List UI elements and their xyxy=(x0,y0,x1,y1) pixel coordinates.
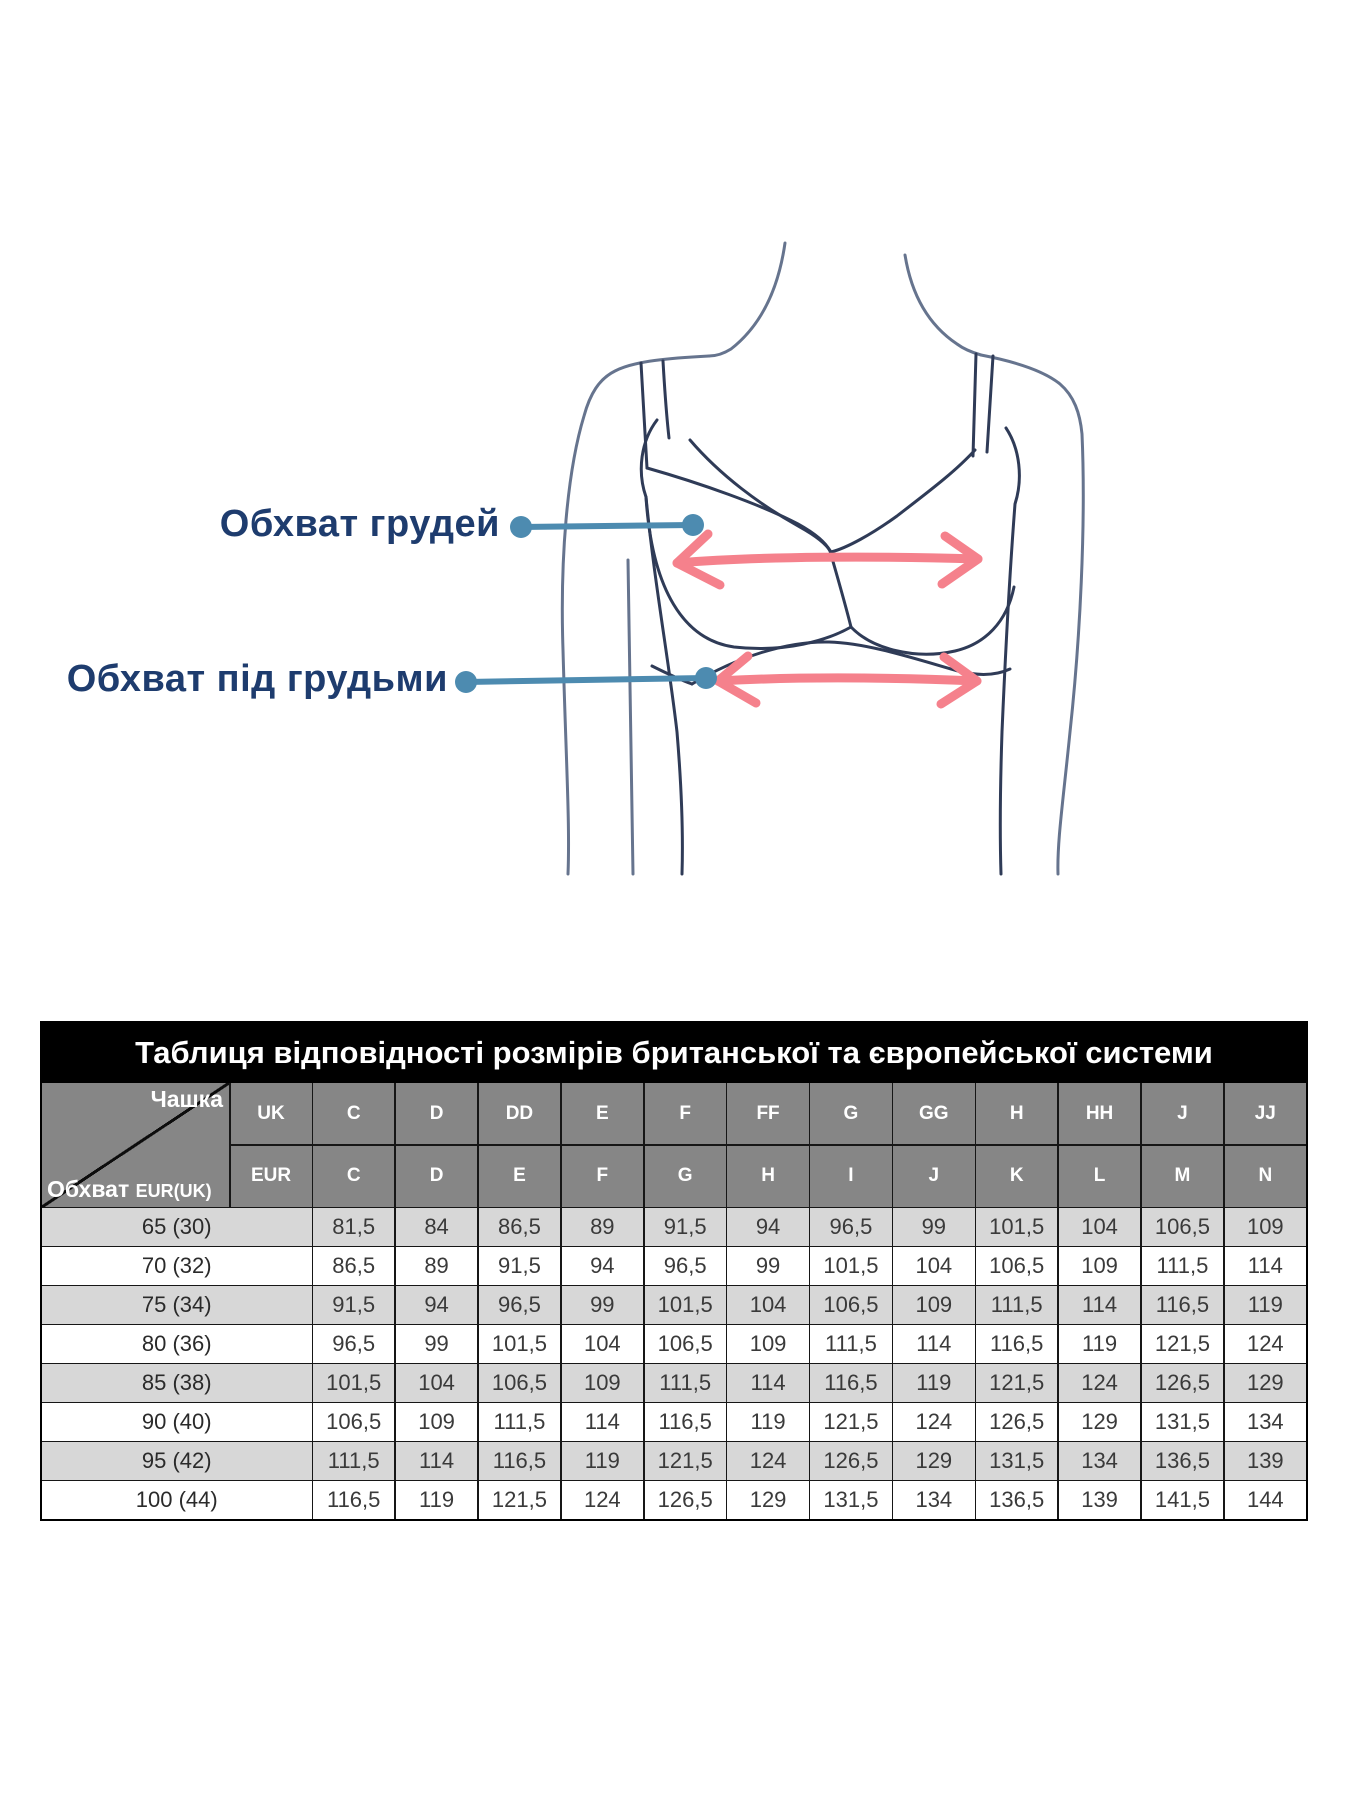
measurement-cell: 136,5 xyxy=(976,1481,1057,1519)
measurement-cell: 101,5 xyxy=(645,1286,726,1324)
measurement-cell: 121,5 xyxy=(479,1481,560,1519)
measurement-cell: 96,5 xyxy=(479,1286,560,1324)
measurement-cell: 109 xyxy=(727,1325,808,1363)
measurement-cell: 139 xyxy=(1225,1442,1306,1480)
underbust-label: Обхват під грудьми xyxy=(66,658,448,700)
table-title: Таблиця відповідності розмірів британської та європейської системи xyxy=(42,1023,1306,1083)
measurement-cell: 116,5 xyxy=(645,1403,726,1441)
measurement-cell: 109 xyxy=(1059,1247,1140,1285)
measurement-cell: 134 xyxy=(1059,1442,1140,1480)
girth-axis-label: Обхват EUR(UK) xyxy=(47,1175,212,1202)
cup-axis-label: Чашка xyxy=(150,1086,223,1112)
measurement-cell: 99 xyxy=(727,1247,808,1285)
uk-cup-size-cell: GG xyxy=(893,1083,974,1144)
measurement-cell: 101,5 xyxy=(479,1325,560,1363)
band-size-cell: 70 (32) xyxy=(42,1247,312,1285)
measurement-cell: 111,5 xyxy=(1142,1247,1223,1285)
measurement-cell: 126,5 xyxy=(976,1403,1057,1441)
band-size-cell: 95 (42) xyxy=(42,1442,312,1480)
measurement-cell: 109 xyxy=(1225,1208,1306,1246)
measurement-cell: 106,5 xyxy=(976,1247,1057,1285)
eur-cup-size-cell: D xyxy=(396,1146,477,1207)
uk-cup-size-cell: FF xyxy=(727,1083,808,1144)
measurement-cell: 106,5 xyxy=(313,1403,394,1441)
measurement-cell: 109 xyxy=(562,1364,643,1402)
measurement-cell: 99 xyxy=(893,1208,974,1246)
size-grid xyxy=(42,1083,1306,1519)
measurement-cell: 104 xyxy=(562,1325,643,1363)
eur-system-label: EUR xyxy=(231,1146,312,1207)
bust-label: Обхват грудей xyxy=(219,503,500,545)
measurement-cell: 121,5 xyxy=(810,1403,891,1441)
eur-cup-size-cell: H xyxy=(727,1146,808,1207)
measurement-cell: 104 xyxy=(727,1286,808,1324)
measurement-cell: 141,5 xyxy=(1142,1481,1223,1519)
measurement-cell: 101,5 xyxy=(313,1364,394,1402)
uk-cup-size-cell: J xyxy=(1142,1083,1223,1144)
uk-cup-size-cell: DD xyxy=(479,1083,560,1144)
band-size-cell: 90 (40) xyxy=(42,1403,312,1441)
measurement-cell: 121,5 xyxy=(1142,1325,1223,1363)
measurement-cell: 131,5 xyxy=(1142,1403,1223,1441)
measurement-cell: 111,5 xyxy=(479,1403,560,1441)
measurement-cell: 116,5 xyxy=(479,1442,560,1480)
measurement-cell: 111,5 xyxy=(313,1442,394,1480)
underbust-leader-line xyxy=(466,678,706,682)
measurement-cell: 94 xyxy=(396,1286,477,1324)
band-size-cell: 85 (38) xyxy=(42,1364,312,1402)
measurement-cell: 111,5 xyxy=(645,1364,726,1402)
eur-cup-size-cell: I xyxy=(810,1146,891,1207)
measurement-cell: 144 xyxy=(1225,1481,1306,1519)
underbust-measure-arrow-icon xyxy=(718,656,977,704)
band-size-cell: 75 (34) xyxy=(42,1286,312,1324)
measurement-cell: 114 xyxy=(1059,1286,1140,1324)
measurement-cell: 114 xyxy=(562,1403,643,1441)
uk-system-label: UK xyxy=(231,1083,312,1144)
measurement-cell: 126,5 xyxy=(810,1442,891,1480)
size-table xyxy=(40,1021,1308,1521)
measurement-cell: 129 xyxy=(893,1442,974,1480)
measurement-cell: 126,5 xyxy=(645,1481,726,1519)
measurement-cell: 134 xyxy=(1225,1403,1306,1441)
measurement-cell: 114 xyxy=(893,1325,974,1363)
eur-cup-size-cell: K xyxy=(976,1146,1057,1207)
measurement-cell: 99 xyxy=(562,1286,643,1324)
bust-leader-line xyxy=(521,525,693,527)
measurement-cell: 96,5 xyxy=(645,1247,726,1285)
measurement-cell: 86,5 xyxy=(479,1208,560,1246)
measurement-cell: 116,5 xyxy=(1142,1286,1223,1324)
measurement-cell: 96,5 xyxy=(810,1208,891,1246)
measurement-cell: 106,5 xyxy=(645,1325,726,1363)
measurement-cell: 119 xyxy=(893,1364,974,1402)
measurement-cell: 114 xyxy=(1225,1247,1306,1285)
measurement-cell: 134 xyxy=(893,1481,974,1519)
band-size-cell: 80 (36) xyxy=(42,1325,312,1363)
uk-cup-size-cell: JJ xyxy=(1225,1083,1306,1144)
uk-cup-size-cell: E xyxy=(562,1083,643,1144)
eur-cup-size-cell: C xyxy=(313,1146,394,1207)
uk-cup-size-cell: F xyxy=(645,1083,726,1144)
measurement-cell: 106,5 xyxy=(810,1286,891,1324)
bust-measure-arrow-icon xyxy=(677,534,978,585)
measurement-cell: 109 xyxy=(893,1286,974,1324)
measurement-cell: 116,5 xyxy=(976,1325,1057,1363)
measurement-cell: 84 xyxy=(396,1208,477,1246)
measurement-cell: 116,5 xyxy=(313,1481,394,1519)
measurement-cell: 126,5 xyxy=(1142,1364,1223,1402)
uk-cup-size-cell: G xyxy=(810,1083,891,1144)
uk-cup-size-cell: C xyxy=(313,1083,394,1144)
measurement-cell: 86,5 xyxy=(313,1247,394,1285)
measurement-cell: 81,5 xyxy=(313,1208,394,1246)
measurement-cell: 106,5 xyxy=(1142,1208,1223,1246)
measurement-cell: 129 xyxy=(727,1481,808,1519)
measurement-cell: 131,5 xyxy=(810,1481,891,1519)
measurement-cell: 119 xyxy=(396,1481,477,1519)
measurement-cell: 124 xyxy=(727,1442,808,1480)
measurement-cell: 94 xyxy=(727,1208,808,1246)
measurement-cell: 114 xyxy=(396,1442,477,1480)
eur-cup-size-cell: F xyxy=(562,1146,643,1207)
measurement-cell: 129 xyxy=(1225,1364,1306,1402)
measurement-cell: 124 xyxy=(893,1403,974,1441)
eur-cup-size-cell: L xyxy=(1059,1146,1140,1207)
uk-cup-size-cell: D xyxy=(396,1083,477,1144)
measurement-cell: 91,5 xyxy=(479,1247,560,1285)
measurement-cell: 119 xyxy=(1059,1325,1140,1363)
measurement-cell: 119 xyxy=(727,1403,808,1441)
measurement-cell: 106,5 xyxy=(479,1364,560,1402)
measurement-cell: 124 xyxy=(1059,1364,1140,1402)
uk-cup-size-cell: HH xyxy=(1059,1083,1140,1144)
band-size-cell: 65 (30) xyxy=(42,1208,312,1246)
measurement-cell: 104 xyxy=(893,1247,974,1285)
measurement-cell: 131,5 xyxy=(976,1442,1057,1480)
measurement-cell: 104 xyxy=(1059,1208,1140,1246)
measurement-cell: 129 xyxy=(1059,1403,1140,1441)
measurement-cell: 121,5 xyxy=(976,1364,1057,1402)
measurement-cell: 124 xyxy=(562,1481,643,1519)
measurement-cell: 94 xyxy=(562,1247,643,1285)
measurement-cell: 89 xyxy=(396,1247,477,1285)
eur-cup-size-cell: N xyxy=(1225,1146,1306,1207)
measurement-cell: 104 xyxy=(396,1364,477,1402)
corner-cell xyxy=(42,1083,229,1207)
measurement-cell: 99 xyxy=(396,1325,477,1363)
measurement-cell: 116,5 xyxy=(810,1364,891,1402)
chest-outline xyxy=(641,420,1019,874)
measurement-cell: 136,5 xyxy=(1142,1442,1223,1480)
measurement-cell: 101,5 xyxy=(976,1208,1057,1246)
measurement-cell: 96,5 xyxy=(313,1325,394,1363)
measurement-cell: 111,5 xyxy=(810,1325,891,1363)
measurement-cell: 91,5 xyxy=(313,1286,394,1324)
eur-cup-size-cell: J xyxy=(893,1146,974,1207)
eur-cup-size-cell: G xyxy=(645,1146,726,1207)
uk-cup-size-cell: H xyxy=(976,1083,1057,1144)
measurement-cell: 101,5 xyxy=(810,1247,891,1285)
measurement-cell: 109 xyxy=(396,1403,477,1441)
measurement-cell: 114 xyxy=(727,1364,808,1402)
band-size-cell: 100 (44) xyxy=(42,1481,312,1519)
measurement-cell: 121,5 xyxy=(645,1442,726,1480)
measurement-cell: 89 xyxy=(562,1208,643,1246)
measurement-cell: 139 xyxy=(1059,1481,1140,1519)
eur-cup-size-cell: M xyxy=(1142,1146,1223,1207)
measurement-cell: 124 xyxy=(1225,1325,1306,1363)
measurement-cell: 119 xyxy=(1225,1286,1306,1324)
measurement-cell: 119 xyxy=(562,1442,643,1480)
eur-cup-size-cell: E xyxy=(479,1146,560,1207)
measurement-cell: 91,5 xyxy=(645,1208,726,1246)
measurement-cell: 111,5 xyxy=(976,1286,1057,1324)
